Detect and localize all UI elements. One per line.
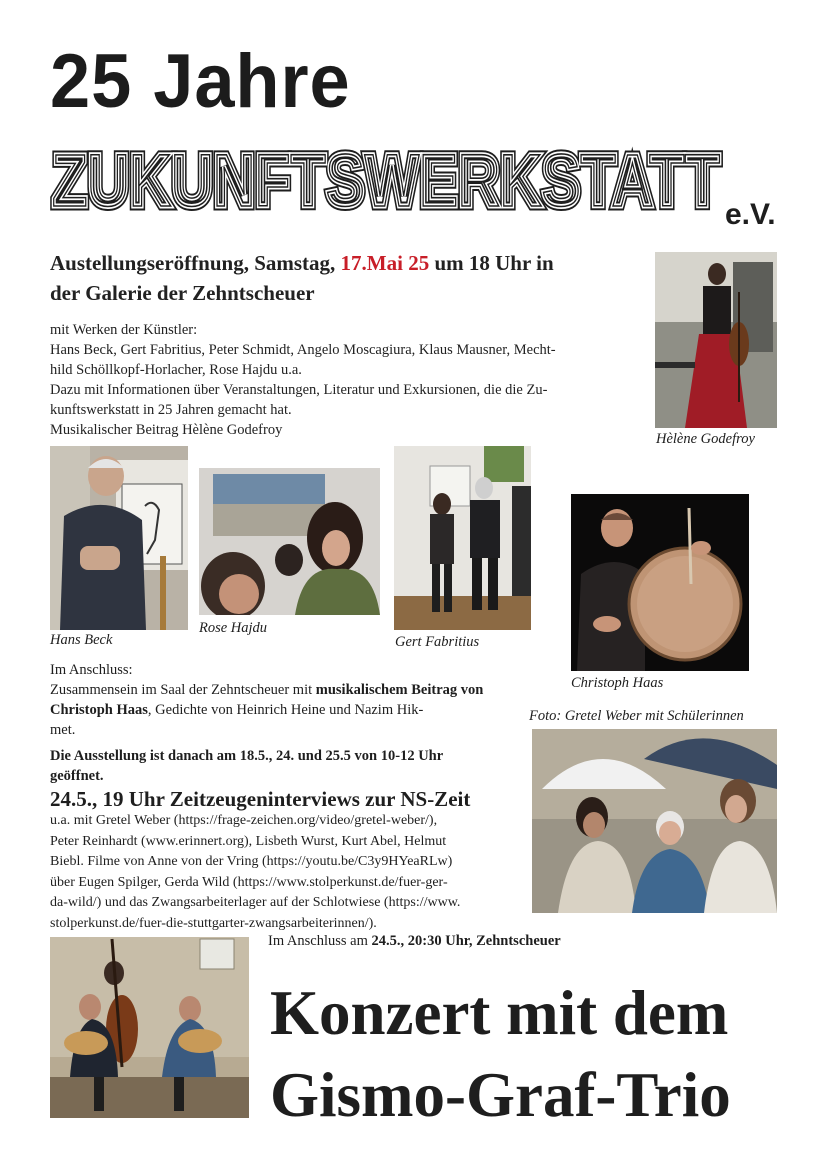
caption-christoph: Christoph Haas <box>571 675 664 691</box>
caption-gert: Gert Fabritius <box>395 634 480 650</box>
afterwards-section: Im Anschluss: Zusammensein im Saal der Zehntscheuer mit musikalischem Beitrag von Christoph Haas, Gedichte von Heinrich Heine und Nazim Hik- met. <box>50 660 530 740</box>
afterwards-heading: Im Anschluss: <box>50 662 133 678</box>
photo-gretel-weber <box>532 729 777 913</box>
opening-hours: Die Ausstellung ist danach am 18.5., 24. und 25.5 von 10-12 Uhr geöffnet. <box>50 748 444 784</box>
zeitzeugen-title: 24.5., 19 Uhr Zeitzeugeninterviews zur NS-Zeit <box>50 787 471 811</box>
concert-subtitle: Im Anschluss am 24.5., 20:30 Uhr, Zehntscheuer <box>268 933 561 949</box>
opening-venue: der Galerie der Zehntscheuer <box>50 281 315 305</box>
opening-time: um 18 Uhr in <box>429 251 554 275</box>
caption-helene: Hèlène Godefroy <box>656 431 755 447</box>
opening-headline <box>50 248 640 308</box>
photo-christoph-haas <box>571 494 749 671</box>
caption-rose: Rose Hajdu <box>199 620 268 636</box>
photo-gert-fabritius <box>394 446 531 630</box>
caption-hans: Hans Beck <box>50 632 113 648</box>
caption-foto: Foto: Gretel Weber mit Schülerinnen <box>529 708 744 724</box>
org-logo-outer: ZUKUNFTSWERKSTATT <box>52 139 720 222</box>
opening-date: 17.Mai 25 <box>340 251 430 275</box>
photo-helene-godefroy <box>655 252 777 428</box>
page-title: 25 Jahre <box>50 39 351 124</box>
intro-text: mit Werken der Künstler: Hans Beck, Gert Fabritius, Peter Schmidt, Angelo Moscagiura, Klaus Mausner, Mecht- hild Schöllkopf-Horlacher, Rose Hajdu u.a. Dazu mit Informationen über Veranstaltungen, Literatur und Exkursionen, die die Zu- kunftswerkstatt in 25 Jahren gemacht hat. Musikalischer Beitrag Hèlène Godefroy <box>50 322 556 438</box>
org-logo-zukunftswerkstatt <box>50 126 780 236</box>
zeitzeugen-body: u.a. mit Gretel Weber (https://frage-zeichen.org/video/gretel-weber/), Peter Reinhardt (www.erinnert.org), Lisbeth Wurst, Kurt Abel, Helmut Biebl. Filme von Anne von der Vring (https://youtu.be/C3y9HYeaRLw) über Eugen Spilger, Gerda Wild (https://www.stolperkunst.de/fuer-ger- da-wild/) und das Zwangsarbeiterlager auf der Schlotwiese (https://www. stolperkunst.de/fuer-die-stuttgarter-zwangsarbeiterinnen/). <box>50 813 461 931</box>
org-logo-mid: ZUKUNFTSWERKSTATT <box>52 139 720 222</box>
concert-title: Konzert mit dem Gismo-Graf-Trio <box>270 978 731 1130</box>
org-suffix: e.V. <box>725 198 776 231</box>
opening-day: Austellungseröffnung, Samstag, <box>50 251 341 275</box>
photo-gismo-graf-trio <box>50 937 249 1118</box>
photo-hans-beck <box>50 446 188 630</box>
org-logo-inner: ZUKUNFTSWERKSTATT <box>52 139 720 222</box>
photo-rose-hajdu <box>199 468 380 615</box>
